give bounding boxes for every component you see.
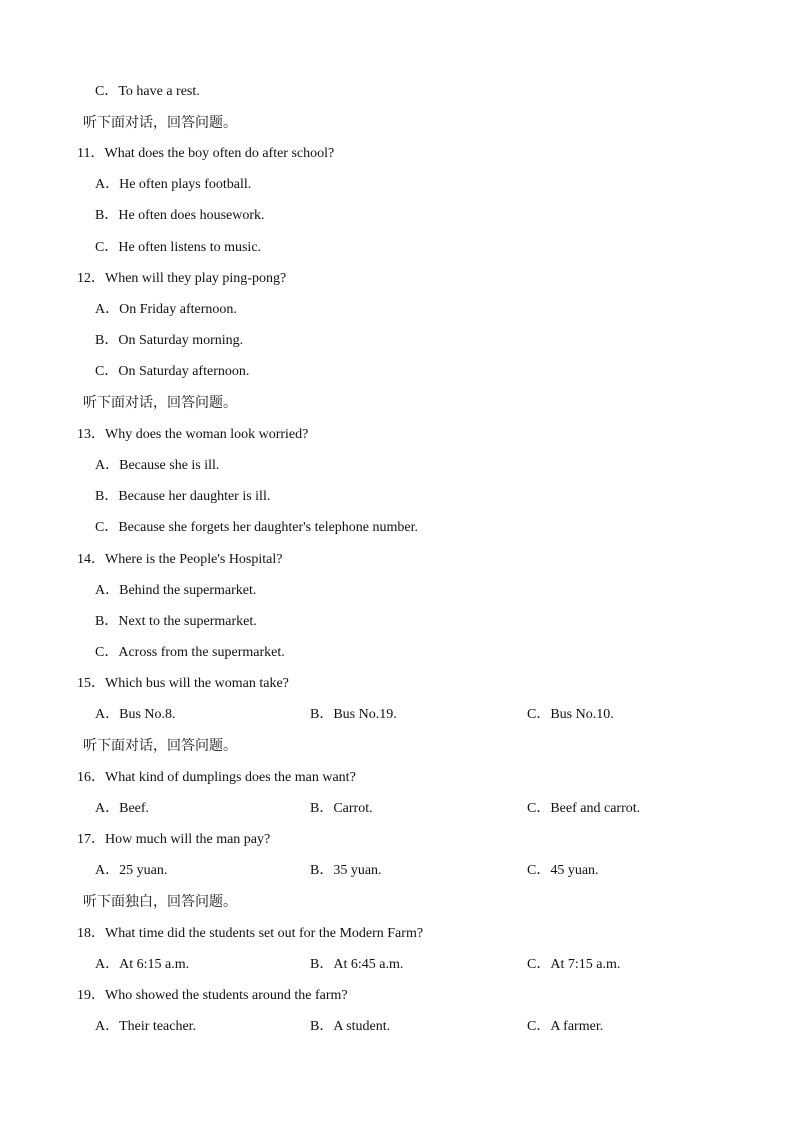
section-instruction: 听下面对话，回答问题。	[83, 395, 237, 411]
question-16: 16．What kind of dumplings does the man want?	[77, 770, 356, 785]
option-14c: C．Across from the supermarket.	[95, 645, 285, 660]
question-17: 17．How much will the man pay?	[77, 832, 271, 847]
option-18b: B．At 6:45 a.m.	[310, 957, 404, 972]
option-10c: C．To have a rest.	[95, 84, 200, 99]
option-12a: A．On Friday afternoon.	[95, 302, 237, 317]
option-15a: A．Bus No.8.	[95, 707, 176, 722]
option-17c: C．45 yuan.	[527, 863, 599, 878]
option-12c: C．On Saturday afternoon.	[95, 364, 250, 379]
question-13: 13．Why does the woman look worried?	[77, 427, 309, 442]
option-11a: A．He often plays football.	[95, 177, 252, 192]
option-17a: A．25 yuan.	[95, 863, 168, 878]
section-instruction: 听下面独白，回答问题。	[83, 894, 237, 910]
option-17b: B．35 yuan.	[310, 863, 382, 878]
question-15: 15．Which bus will the woman take?	[77, 676, 289, 691]
option-16b: B．Carrot.	[310, 801, 373, 816]
section-instruction: 听下面对话，回答问题。	[83, 738, 237, 754]
option-13a: A．Because she is ill.	[95, 458, 220, 473]
options-row-19	[0, 1017, 794, 1037]
option-19b: B．A student.	[310, 1019, 391, 1034]
option-18a: A．At 6:15 a.m.	[95, 957, 190, 972]
question-11: 11．What does the boy often do after school?	[77, 146, 335, 161]
question-14: 14．Where is the People's Hospital?	[77, 552, 283, 567]
question-18: 18．What time did the students set out for the Modern Farm?	[77, 926, 424, 941]
options-row-16	[0, 799, 794, 819]
options-row-18	[0, 955, 794, 975]
option-13b: B．Because her daughter is ill.	[95, 489, 271, 504]
options-row-17	[0, 861, 794, 881]
option-15c: C．Bus No.10.	[527, 707, 614, 722]
option-14b: B．Next to the supermarket.	[95, 614, 257, 629]
option-12b: B．On Saturday morning.	[95, 333, 244, 348]
section-instruction: 听下面对话，回答问题。	[83, 115, 237, 131]
question-19: 19．Who showed the students around the farm?	[77, 988, 348, 1003]
option-18c: C．At 7:15 a.m.	[527, 957, 621, 972]
option-13c: C．Because she forgets her daughter's telephone number.	[95, 520, 419, 535]
option-15b: B．Bus No.19.	[310, 707, 397, 722]
option-19a: A．Their teacher.	[95, 1019, 197, 1034]
option-14a: A．Behind the supermarket.	[95, 583, 257, 598]
option-19c: C．A farmer.	[527, 1019, 604, 1034]
option-11b: B．He often does housework.	[95, 208, 265, 223]
question-12: 12．When will they play ping-pong?	[77, 271, 287, 286]
option-16a: A．Beef.	[95, 801, 150, 816]
option-11c: C．He often listens to music.	[95, 240, 262, 255]
options-row-15	[0, 705, 794, 725]
option-16c: C．Beef and carrot.	[527, 801, 641, 816]
